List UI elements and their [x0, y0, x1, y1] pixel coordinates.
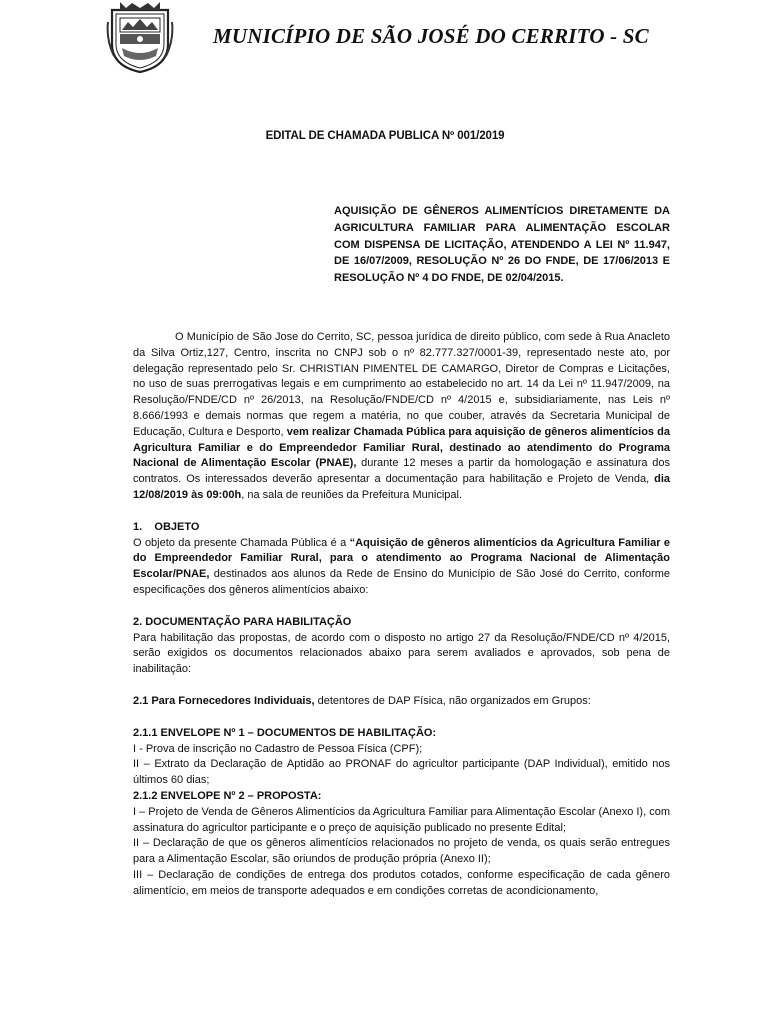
list-item: II – Extrato da Declaração de Aptidão ao PRONAF do agricultor participante (DAP Individual), emitido nos últimos 60 dias; — [133, 758, 670, 787]
intro-bold-1: vem realizar Chamada Pública para aquisição de gêneros alimentícios da Agricultura Familiar e do Empreendedor Familiar Rural, destinado ao atendimento do Programa Nacional de Alimentação Escolar (PNAE), — [133, 425, 670, 470]
section-2-1-2-heading: 2.1.2 ENVELOPE Nº 2 – PROPOSTA: — [133, 789, 322, 802]
list-item: II – Declaração de que os gêneros alimentícios relacionados no projeto de venda, os quais serão entregues para a Alimentação Escolar, são oriundos de produção própria (Anexo II); — [133, 837, 670, 866]
section-2-1-bold: 2.1 Para Fornecedores Individuais, — [133, 694, 315, 707]
list-item: I – Projeto de Venda de Gêneros Alimentícios da Agricultura Familiar para Alimentação Escolar (Anexo I), com assinatura do agricultor participante e o preço de aquisição publicado no presente Edital; — [133, 805, 670, 834]
section-2-1-paragraph — [133, 694, 670, 710]
section-1-heading: 1. OBJETO — [133, 520, 200, 533]
intro-text-3: , na sala de reuniões da Prefeitura Municipal. — [241, 488, 463, 501]
edital-title: EDITAL DE CHAMADA PUBLICA Nº 001/2019 — [265, 130, 505, 142]
municipal-coat-of-arms-icon — [106, 0, 174, 74]
section-1-text-1: O objeto da presente Chamada Pública é a — [133, 536, 350, 549]
document-body — [133, 330, 670, 900]
section-2-1-1-heading: 2.1.1 ENVELOPE Nº 1 – DOCUMENTOS DE HABILITAÇÃO: — [133, 726, 437, 739]
section-2-heading: 2. DOCUMENTAÇÃO PARA HABILITAÇÃO — [133, 615, 352, 628]
list-item: III – Declaração de condições de entrega dos produtos cotados, conforme especificação de cada gênero alimentício, em meios de transporte adequados e em condições corretas de acondicionamento, — [133, 868, 670, 897]
intro-text-1: O Município de São Jose do Cerrito, SC, pessoa jurídica de direito público, com sede à Rua Anacleto da Silva Ortiz,127, Centro, inscrita no CNPJ sob o nº 82.777.327/0001-39, representado neste ato, por delegação representado pelo Sr. CHRISTIAN PIMENTEL DE CAMARGO, Diretor de Compras e Licitações, no uso de suas prerrogativas legais e em cumprimento ao estabelecido no art. 14 da Lei nº 11.947/2009, na Resolução/FNDE/CD nº 26/2013, na Resolução/FNDE/CD nº 4/2015 e, subsidiariamente, nas Leis nº 8.666/1993 e demais normas que regem a matéria, no que couber, através da Secretaria Municipal de Educação, Cultura e Desporto, — [133, 331, 670, 438]
section-2-paragraph: Para habilitação das propostas, de acordo com o disposto no artigo 27 da Resolução/FNDE/CD nº 4/2015, serão exigidos os documentos relacionados abaixo para serem avaliados e aprovados, sob pena de inabilitação: — [133, 631, 670, 676]
intro-date: dia 12/08/2019 às 09:00h — [133, 473, 670, 501]
section-1-text-2: destinados aos alunos da Rede de Ensino do Município de São José do Cerrito, conforme especificações dos gêneros alimentícios abaixo: — [133, 568, 670, 596]
intro-paragraph — [133, 330, 670, 504]
ementa-summary: AQUISIÇÃO DE GÊNEROS ALIMENTÍCIOS DIRETAMENTE DA AGRICULTURA FAMILIAR PARA ALIMENTAÇÃO ESCOLAR COM DISPENSA DE LICITAÇÃO, ATENDENDO A LEI Nº 11.947, DE 16/07/2009, RESOLUÇÃO Nº 26 DO FNDE, DE 17/06/2013 E RESOLUÇÃO Nº 4 DO FNDE, DE 02/04/2015. — [334, 205, 670, 285]
section-2-1-text: detentores de DAP Física, não organizados em Grupos: — [314, 694, 591, 707]
intro-text-2: durante 12 meses a partir da homologação e assinatura dos contratos. Os interessados deverão apresentar a documentação para habilitação e Projeto de Venda, — [133, 457, 670, 486]
document-header — [106, 0, 706, 80]
section-1-bold: “Aquisição de gêneros alimentícios da Agricultura Familiar e do Empreendedor Familiar Rural, para o atendimento ao Programa Nacional de Alimentação Escolar/PNAE, — [133, 536, 670, 581]
municipality-title: MUNICÍPIO DE SÃO JOSÉ DO CERRITO - SC — [213, 24, 649, 48]
section-1-paragraph — [133, 536, 670, 599]
list-item: I - Prova de inscrição no Cadastro de Pessoa Física (CPF); — [133, 742, 423, 755]
